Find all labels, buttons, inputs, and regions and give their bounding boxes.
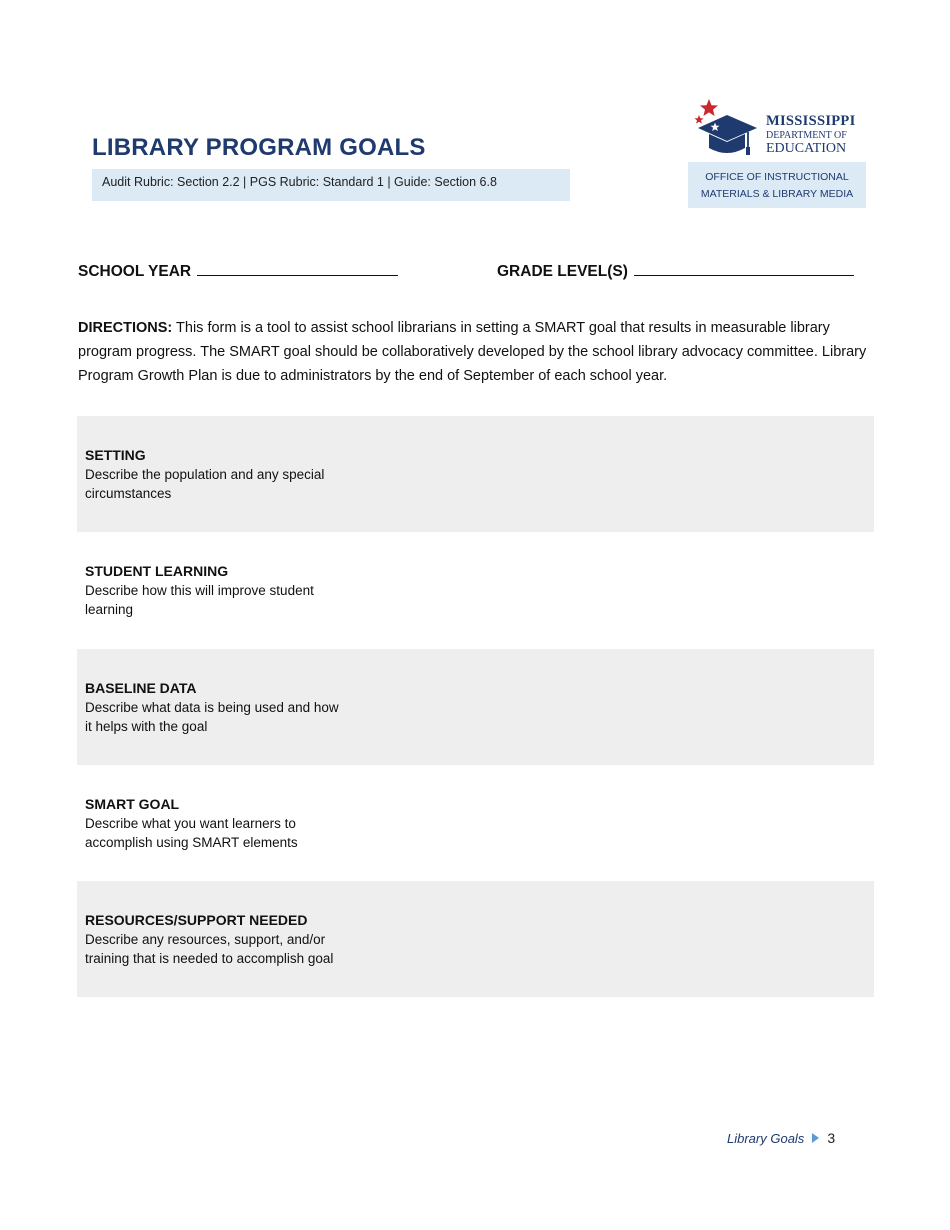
triangle-right-icon	[812, 1133, 819, 1143]
school-year-field	[78, 261, 398, 281]
section-title: RESOURCES/SUPPORT NEEDED	[85, 912, 308, 928]
large-star-icon	[700, 99, 718, 116]
office-line-2: MATERIALS & LIBRARY MEDIA	[700, 188, 854, 200]
section-title: BASELINE DATA	[85, 680, 197, 696]
mde-logo	[688, 98, 866, 208]
small-star-icon	[694, 115, 703, 124]
school-year-label: SCHOOL YEAR	[78, 263, 192, 280]
section-student-learning[interactable]	[77, 532, 874, 648]
school-year-blank[interactable]	[197, 261, 398, 276]
section-resources-support[interactable]	[77, 881, 874, 997]
page-number: 3	[827, 1130, 836, 1146]
logo-department: DEPARTMENT OF	[766, 129, 847, 141]
section-description: Describe the population and any special circumstances	[85, 467, 325, 501]
page-title: LIBRARY PROGRAM GOALS	[92, 134, 426, 161]
footer-section-title: Library Goals	[727, 1131, 805, 1146]
section-title: SMART GOAL	[85, 796, 180, 812]
office-badge	[688, 162, 866, 208]
graduation-cap-icon	[692, 98, 762, 160]
rubric-reference: Audit Rubric: Section 2.2 | PGS Rubric: Standard 1 | Guide: Section 6.8	[92, 169, 570, 201]
section-description: Describe what you want learners to accomplish using SMART elements	[85, 816, 298, 850]
tassel-end	[746, 147, 750, 155]
office-line-1: OFFICE OF INSTRUCTIONAL	[705, 171, 849, 183]
section-title: SETTING	[85, 447, 146, 463]
grade-levels-label: GRADE LEVEL(S)	[497, 263, 628, 280]
section-smart-goal[interactable]	[77, 765, 874, 881]
directions	[78, 316, 878, 388]
grade-levels-field	[497, 261, 854, 281]
section-description: Describe any resources, support, and/or training that is needed to accomplish goal	[85, 932, 334, 966]
section-setting[interactable]	[77, 416, 874, 532]
page-footer	[727, 1130, 835, 1146]
grade-levels-blank[interactable]	[634, 261, 854, 276]
section-title: STUDENT LEARNING	[85, 563, 229, 579]
logo-wordmark	[766, 114, 856, 156]
section-description: Describe how this will improve student learning	[85, 583, 314, 617]
directions-text: This form is a tool to assist school librarians in setting a SMART goal that results in measurable library program progress. The SMART goal should be collaboratively developed by the school library advocacy committee. Library Program Growth Plan is due to administrators by the end of September of each school year.	[78, 320, 867, 384]
logo-education: EDUCATION	[766, 140, 847, 156]
logo-state: MISSISSIPPI	[766, 113, 856, 129]
section-baseline-data[interactable]	[77, 649, 874, 765]
section-description: Describe what data is being used and how it helps with the goal	[85, 700, 339, 734]
directions-label: DIRECTIONS:	[78, 320, 173, 336]
